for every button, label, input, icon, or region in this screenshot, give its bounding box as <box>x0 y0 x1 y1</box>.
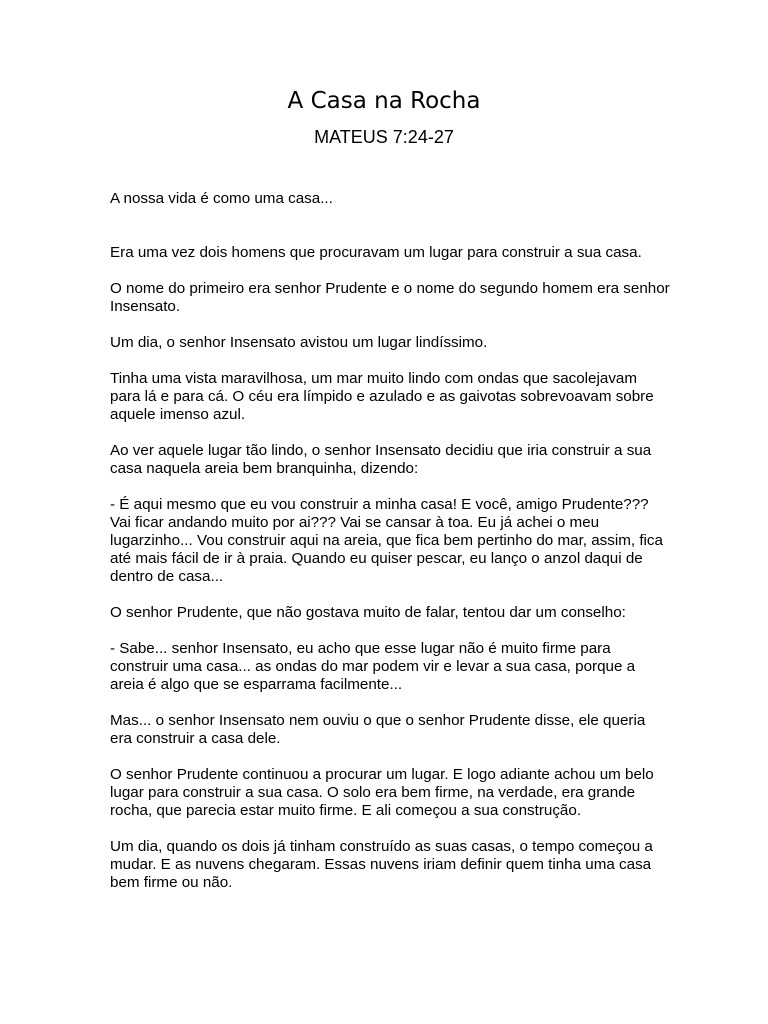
paragraph: Ao ver aquele lugar tão lindo, o senhor Insensato decidiu que iria construir a sua casa naquela areia bem branquinha, dizendo: <box>110 442 652 477</box>
document-body <box>110 190 670 910</box>
paragraph: O nome do primeiro era senhor Prudente e o nome do segundo homem era senhor Insensato. <box>110 280 670 315</box>
paragraph: - Sabe... senhor Insensato, eu acho que esse lugar não é muito firme para construir uma casa... as ondas do mar podem vir e levar a sua casa, porque a areia é algo que se esparrama facilmente... <box>110 640 636 693</box>
paragraph: O senhor Prudente continuou a procurar um lugar. E logo adiante achou um belo lugar para construir a sua casa. O solo era bem firme, na verdade, era grande rocha, que parecia estar muito firme. E ali começou a sua construção. <box>110 766 654 819</box>
paragraph: O senhor Prudente, que não gostava muito de falar, tentou dar um conselho: <box>110 604 626 621</box>
paragraph: Um dia, o senhor Insensato avistou um lugar lindíssimo. <box>110 334 488 351</box>
paragraph-intro: A nossa vida é como uma casa... <box>110 190 333 207</box>
document-title: A Casa na Rocha <box>287 88 481 114</box>
paragraph: Tinha uma vista maravilhosa, um mar muito lindo com ondas que sacolejavam para lá e para cá. O céu era límpido e azulado e as gaivotas sobrevoavam sobre aquele imenso azul. <box>110 370 654 423</box>
paragraph: - É aqui mesmo que eu vou construir a minha casa! E você, amigo Prudente??? Vai ficar andando muito por ai??? Vai se cansar à toa. Eu já achei o meu lugarzinho... Vou construir aqui na areia, que fica bem pertinho do mar, assim, fica até mais fácil de ir à praia. Quando eu quiser pescar, eu lanço o anzol daqui de dentro de casa... <box>110 496 663 585</box>
paragraph: Mas... o senhor Insensato nem ouviu o que o senhor Prudente disse, ele queria era construir a casa dele. <box>110 712 646 747</box>
paragraph: Era uma vez dois homens que procuravam um lugar para construir a sua casa. <box>110 244 642 261</box>
document-subtitle: MATEUS 7:24-27 <box>314 127 454 147</box>
paragraph: Um dia, quando os dois já tinham construído as suas casas, o tempo começou a mudar. E as nuvens chegaram. Essas nuvens iriam definir quem tinha uma casa bem firme ou não. <box>110 838 653 891</box>
